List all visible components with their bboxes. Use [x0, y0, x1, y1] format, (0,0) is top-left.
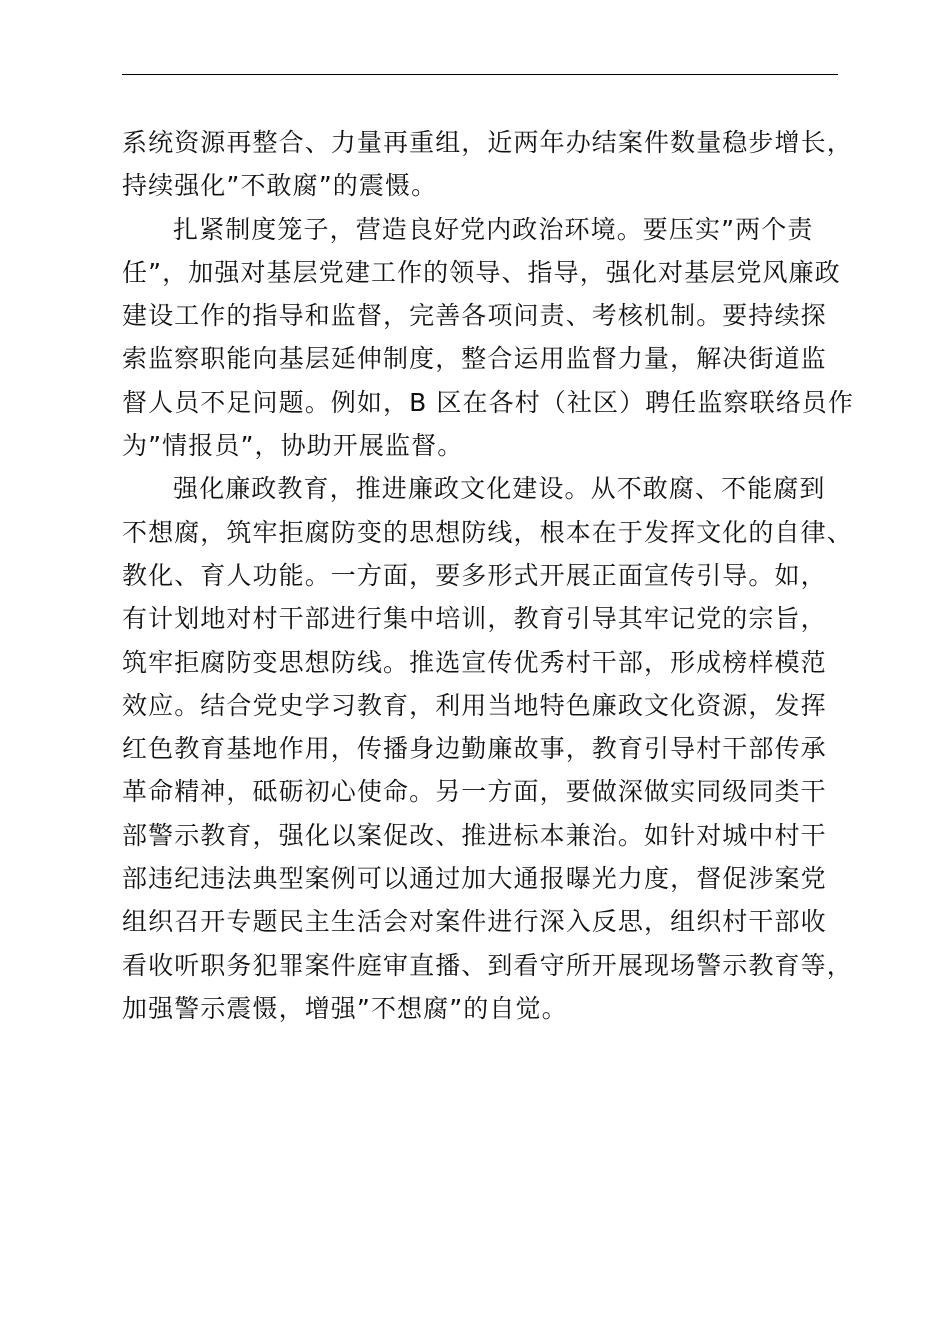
- text-line: 加强警示震慑，增强”不想腐”的自觉。: [122, 993, 568, 1023]
- text-line: 建设工作的指导和监督，完善各项问责、考核机制。要持续探: [122, 301, 827, 331]
- header-rule: [122, 74, 838, 75]
- text-line: 红色教育基地作用，传播身边勤廉故事，教育引导村干部传承: [122, 734, 827, 764]
- text-line: 有计划地对村干部进行集中培训，教育引导其牢记党的宗旨，: [122, 604, 827, 634]
- text-line: 为”情报员”，协助开展监督。: [122, 431, 464, 461]
- text-line: 革命精神，砥砺初心使命。另一方面，要做深做实同级同类干: [122, 777, 827, 807]
- text-line: 不想腐，筑牢拒腐防变的思想防线，根本在于发挥文化的自律、: [122, 517, 853, 547]
- text-line: 强化廉政教育，推进廉政文化建设。从不敢腐、不能腐到: [173, 474, 826, 504]
- text-line: 看收听职务犯罪案件庭审直播、到看守所开展现场警示教育等，: [122, 950, 853, 980]
- text-line: 督人员不足问题。例如，B 区在各村（社区）聘任监察联络员作: [122, 387, 854, 417]
- text-line: 持续强化”不敢腐”的震慑。: [122, 171, 438, 201]
- document-body: [122, 121, 862, 1030]
- text-line: 扎紧制度笼子，营造良好党内政治环境。要压实”两个责: [173, 214, 814, 244]
- text-line: 教化、育人功能。一方面，要多形式开展正面宣传引导。如，: [122, 560, 827, 590]
- text-line: 筑牢拒腐防变思想防线。推选宣传优秀村干部，形成榜样模范: [122, 647, 827, 677]
- text-line: 任”，加强对基层党建工作的领导、指导，强化对基层党风廉政: [122, 257, 841, 287]
- text-line: 效应。结合党史学习教育，利用当地特色廉政文化资源，发挥: [122, 690, 827, 720]
- paragraph-continuation: [122, 121, 862, 208]
- text-line: 部警示教育，强化以案促改、推进标本兼治。如针对城中村干: [122, 820, 827, 850]
- paragraph-integrity-education: [122, 467, 862, 1030]
- text-line: 系统资源再整合、力量再重组，近两年办结案件数量稳步增长，: [122, 128, 853, 157]
- paragraph-system-cage: [122, 208, 862, 468]
- text-line: 索监察职能向基层延伸制度，整合运用监督力量，解决街道监: [122, 344, 827, 374]
- text-line: 部违纪违法典型案例可以通过加大通报曝光力度，督促涉案党: [122, 864, 827, 894]
- text-line: 组织召开专题民主生活会对案件进行深入反思，组织村干部收: [122, 907, 827, 937]
